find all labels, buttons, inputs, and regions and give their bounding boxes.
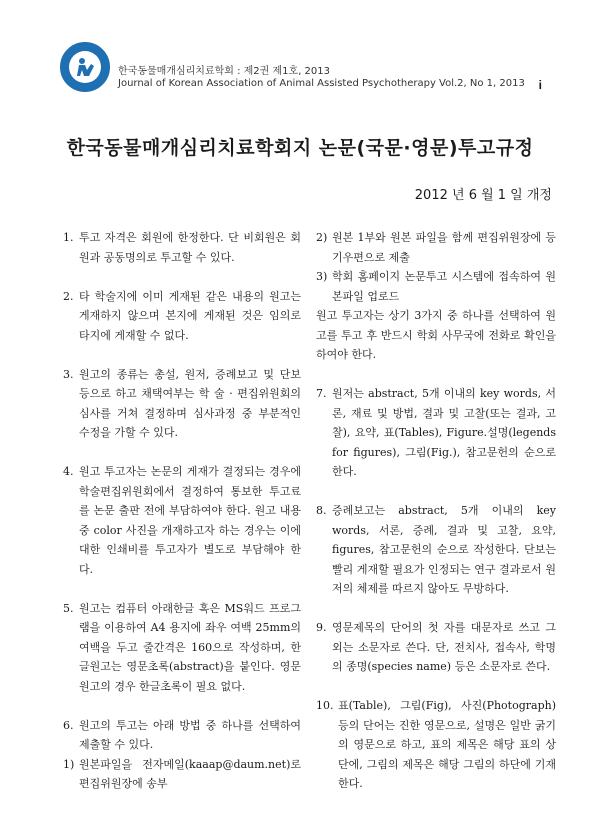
- revision-date: 2012 년 6 월 1 일 개정: [414, 188, 552, 203]
- sub-number: 1): [63, 757, 75, 771]
- submission-method: [316, 228, 556, 267]
- rule-text: 원고의 종류는 총설, 원저, 증례보고 및 단보 등으로 하고 채택여부는 학 술 · 편집위원회의 심사를 거쳐 결정하며 심사과정 중 부분적인 수정을 가할 수 있다.: [79, 367, 301, 439]
- journal-title-english: Journal of Korean Association of Animal Assisted Psychotherapy Vol.2, No 1, 2013: [118, 78, 525, 89]
- rule-number: 5.: [63, 601, 74, 615]
- rule-text: 원고 투고자는 논문의 게재가 결정되는 경우에 학술편집위원회에서 결정하여 통보한 투고료를 논문 출판 전에 부담하여야 한다. 원고 내용 중 color 사진을 개재하고자 하는 경우는 이에 대한 인쇄비를 투고자가 별도로 부담해야 한다.: [79, 465, 301, 576]
- rule-text: 타 학술지에 이미 게재된 같은 내용의 원고는 게재하지 않으며 본지에 게재된 것은 임의로 타지에 게재할 수 없다.: [79, 289, 301, 342]
- sub-text: 원본 1부와 원본 파일을 함께 편집위원장에 등기우편으로 제출: [332, 231, 556, 264]
- left-column: [63, 228, 301, 794]
- rule-number: 8.: [316, 504, 327, 517]
- rule-item: [63, 462, 301, 579]
- sub-number: 2): [316, 231, 328, 244]
- right-column: [316, 228, 556, 813]
- rule-item: [316, 618, 556, 677]
- society-logo: [60, 42, 110, 92]
- journal-header: [60, 42, 550, 92]
- rule-item: [63, 716, 301, 755]
- rule-number: 4.: [63, 465, 74, 478]
- rule-text: 원저는 abstract, 5개 이내의 key words, 서론, 재료 및 방법, 결과 및 고찰(또는 결과, 고찰), 요약, 표(Tables), Figure.설명(legends for figures), 그림(Fig.), 참고문헌의 순으로 한다.: [332, 387, 556, 478]
- rule-number: 9.: [316, 621, 327, 634]
- rule-text: 영문제목의 단어의 첫 자를 대문자로 쓰고 그 외는 소문자로 쓴다. 단, 전치사, 접속사, 학명의 종명(species name) 등은 소문자로 쓴다.: [332, 621, 556, 673]
- page-title: 한국동물매개심리치료학회지 논문(국문·영문)투고규정: [66, 137, 534, 159]
- rule-text: 원고는 컴퓨터 아래한글 혹은 MS워드 프로그램을 이용하여 A4 용지에 좌우 여백 25mm의 여백을 두고 줄간격은 160으로 작성하며, 한글원고는 영문초록(abstract)을 붙인다. 영문원고의 경우 한글초록이 필요 없다.: [79, 601, 301, 693]
- rule-number: 10.: [316, 699, 334, 712]
- submission-method: [316, 267, 556, 306]
- rule-item: [63, 228, 301, 267]
- rule-text: 증례보고는 abstract, 5개 이내의 key words, 서론, 증례, 결과 및 고찰, 요약, figures, 참고문헌의 순으로 작성한다. 단보는 빨리 게재할 필요가 인정되는 연구 결과로서 원저의 체제를 따르지 않아도 무방하다.: [332, 504, 556, 595]
- page-number: i: [538, 78, 542, 92]
- rule-text: 원고의 투고는 아래 방법 중 하나를 선택하여 제출할 수 있다.: [79, 718, 301, 751]
- rule-number: 3.: [63, 367, 74, 381]
- rule-text: 투고 자격은 회원에 한정한다. 단 비회원은 회원과 공동명의로 투고할 수 있다.: [79, 231, 301, 264]
- rule-number: 7.: [316, 387, 327, 400]
- rule-item: [316, 501, 556, 599]
- rule-item: [63, 599, 301, 697]
- rule-item: [63, 365, 301, 443]
- journal-title-korean: 한국동물매개심리치료학회 : 제2권 제1호, 2013: [118, 66, 330, 77]
- submission-note: 원고 투고자는 상기 3가지 중 하나를 선택하여 원고를 투고 후 반드시 학회 사무국에 전화로 확인을 하여야 한다.: [316, 309, 556, 361]
- rule-item: [316, 696, 556, 794]
- sub-text: 원본파일을 전자메일(kaaap@daum.net)로 편집위원장에 송부: [79, 757, 301, 790]
- rule-text: 표(Table), 그림(Fig), 사진(Photograph) 등의 단어는 진한 영문으로, 설명은 일반 굵기의 영문으로 하고, 표의 제목은 해당 표의 상단에, 그림의 제목은 해당 그림의 하단에 기재한다.: [338, 699, 556, 790]
- logo-figure-icon: [75, 56, 97, 78]
- rule-item: [316, 384, 556, 482]
- rule-number: 2.: [63, 289, 74, 303]
- sub-number: 3): [316, 270, 328, 283]
- rule-number: 1.: [63, 231, 74, 244]
- sub-text: 학회 홈페이지 논문투고 시스템에 접속하여 원본파일 업로드: [332, 270, 556, 303]
- rule-number: 6.: [63, 718, 74, 732]
- submission-method: [63, 755, 301, 794]
- rule-item: [63, 287, 301, 346]
